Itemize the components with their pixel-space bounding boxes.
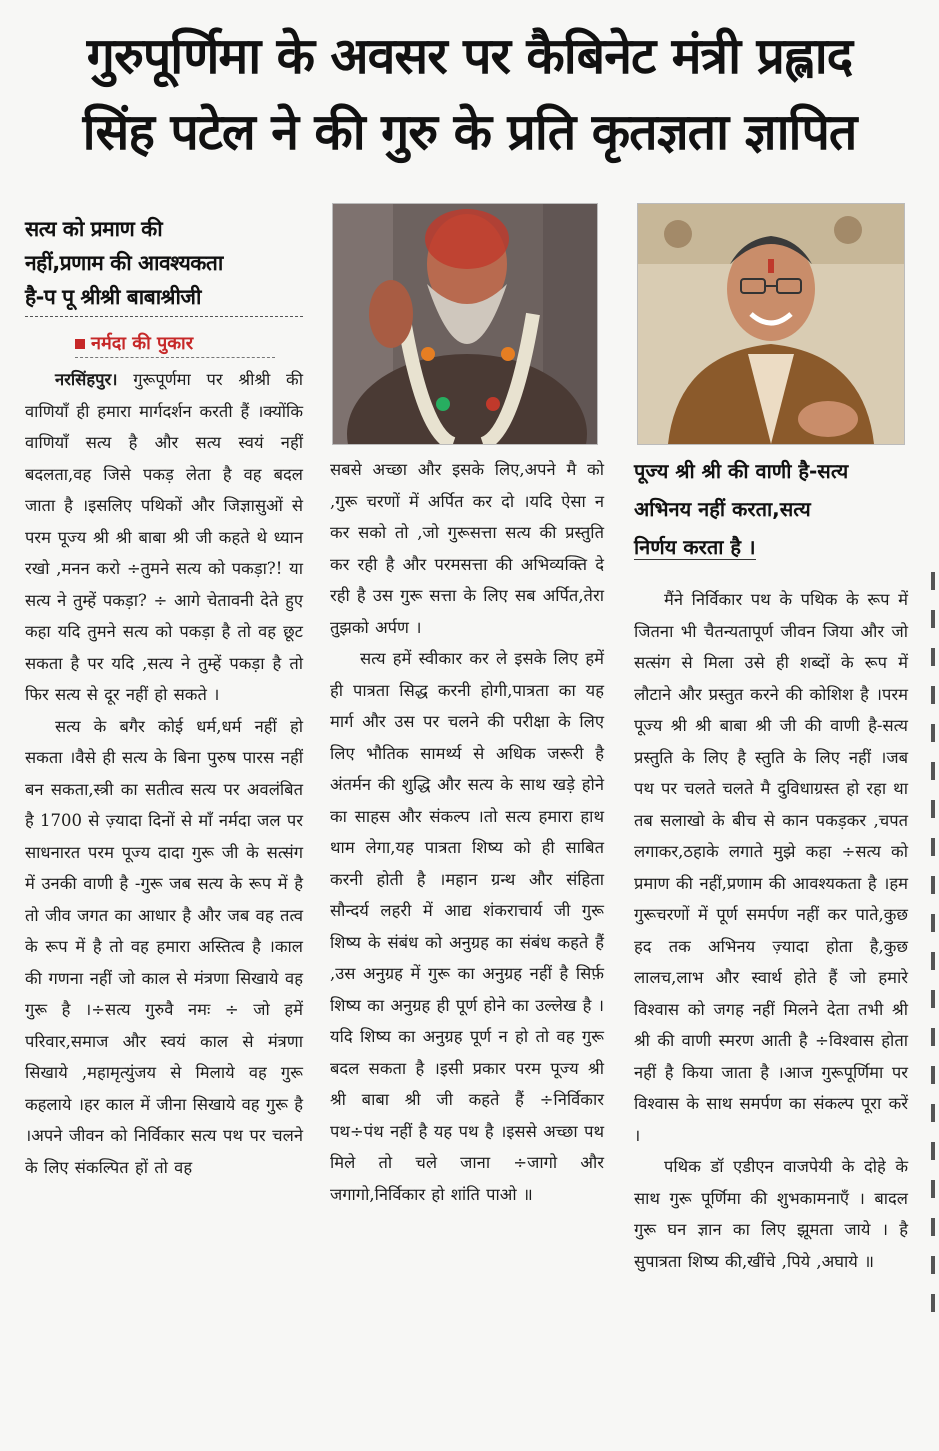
middle-column	[330, 454, 604, 1210]
right-column	[634, 584, 908, 1277]
right-subhead-line-3	[634, 528, 914, 566]
baba-photo	[332, 203, 598, 445]
minister-photo-illustration	[638, 204, 904, 444]
left-subhead-line-2: नहीं,प्रणाम की आवश्यकता	[25, 251, 223, 275]
left-paragraph-1-text: गुरूपूर्णमा पर श्रीश्री की वाणियाँ ही हमारा मार्गदर्शन करती हैं ।क्योंकि वाणियाँ सत्य है और सत्य स्वयं नहीं बदलता,वह जिसे पकड़ लेता है वह बदल जाता है ।इसलिए पथिकों और जिज्ञासुओं से परम पूज्य श्री श्री बाबा श्री जी कहते थे ध्यान रखो ,मनन करो ÷तुमने सत्य को पकड़ा?! या सत्य ने तुम्हें पकड़ा? ÷ आगे चेतावनी देते हुए कहा यदि तुमने सत्य को पकड़ा है तो वह छूट सकता है पर यदि ,सत्य ने तुम्हें पकड़ा है तो फिर सत्य से दूर नहीं हो सकते ।	[25, 370, 303, 704]
middle-body	[330, 454, 604, 1210]
right-subhead-line-3-text: निर्णय करता है ।	[634, 535, 756, 559]
right-body	[634, 584, 908, 1277]
middle-paragraph-1: सबसे अच्छा और इसके लिए,अपने मै को ,गुरू चरणों में अर्पित कर दो ।यदि ऐसा न कर सको तो ,जो गुरूसत्ता सत्य की प्रस्तुति कर रही है और परमसत्ता की अभिव्यक्ति दे रही है उस गुरू सत्ता के लिए सब अर्पित,तेरा तुझको अर्पण ।	[330, 460, 604, 637]
right-subhead	[634, 452, 914, 566]
byline-text: नर्मदा की पुकार	[91, 333, 194, 354]
minister-photo	[637, 203, 905, 445]
right-paragraph-2: पथिक डॉ एडीएन वाजपेयी के दोहे के साथ गुरू पूर्णिमा की शुभकामनाएँ । बादल गुरू घन ज्ञान का लिए झूमता जाये । है सुपात्रता शिष्य की,खींचे ,पिये ,अघाये ॥	[634, 1157, 908, 1271]
headline-line-1: गुरुपूर्णिमा के अवसर पर कैबिनेट मंत्री प्रह्लाद	[86, 27, 853, 85]
right-subhead-line-1: पूज्य श्री श्री की वाणी है-सत्य	[634, 459, 849, 483]
left-subhead-line-1: सत्य को प्रमाण की	[25, 217, 163, 241]
dateline-place: नरसिंहपुर।	[55, 370, 118, 389]
headline-line-2: सिंह पटेल ने की गुरु के प्रति कृतज्ञता ज्ञापित	[82, 103, 857, 161]
left-paragraph-1	[25, 364, 303, 711]
adjacent-column-edge	[929, 560, 937, 1440]
middle-paragraph-2: सत्य हमें स्वीकार कर ले इसके लिए हमें ही पात्रता सिद्ध करनी होगी,पात्रता का यह मार्ग और उस पर चलने की परीक्षा के लिए लिए भौतिक सामर्थ्य से अधिक जरूरी है अंतर्मन की शुद्धि और सत्य के साथ खड़े होने का साहस और संकल्प ।तो सत्य हमारा हाथ थाम लेगा,यह पात्रता शिष्य को ही साबित करनी होती है ।महान ग्रन्थ और संहिता सौन्दर्य लहरी में आद्य शंकराचार्य जी गुरू शिष्य के संबंध को अनुग्रह का संबंध कहते हैं ,उस अनुग्रह में गुरू का अनुग्रह नहीं है सिर्फ़ शिष्य का अनुग्रह ही पूर्ण होने का उल्लेख है ।यदि शिष्य का अनुग्रह पूर्ण न हो तो वह गुरू बदल सकता है ।इसी प्रकार परम पूज्य श्री श्री बाबा श्री जी कहते हैं ÷निर्विकार पथ÷पंथ नहीं है यह पथ है ।इससे अच्छा पथ मिले तो चले जाना ÷जागो और जगागो,निर्विकार हो शांति पाओ ॥	[330, 649, 604, 1204]
byline-square-icon	[75, 339, 85, 349]
right-paragraph-1: मैंने निर्विकार पथ के पथिक के रूप में जितना भी चैतन्यतापूर्ण जीवन जिया और जो सत्संग से मिला उसे ही शब्दों के रूप में लौटाने और प्रस्तुत करने की कोशिश है ।परम पूज्य श्री श्री बाबा श्री जी की वाणी है-सत्य प्रस्तुति के लिए है स्तुति के लिए नहीं ।जब पथ पर चलते चलते मै दुविधाग्रस्त हो रहा था तब सलाखो के बीच से कान पकड़कर ,चपत लगाकर,ठहाके लगाते मुझे कहा ÷सत्य को प्रमाण की नहीं,प्रणाम की आवश्यकता है ।हम गुरूचरणों में पूर्ण समर्पण नहीं कर पाते,कुछ हद तक अभिनय ज़्यादा होता है,कुछ लालच,लाभ और स्वार्थ होते हैं जो हमारे विश्वास को जगह नहीं मिलने देता तभी श्री श्री की वाणी स्मरण आती है ÷विश्वास होता नहीं है किया जाता है ।आज गुरूपूर्णिमा पर विश्वास के साथ समर्पण का संकल्प पूरा करें ।	[634, 590, 908, 1145]
left-paragraph-2: सत्य के बगैर कोई धर्म,धर्म नहीं हो सकता ।वैसे ही सत्य के बिना पुरुष पारस नहीं बन सकता,स्त्री का सतीत्व सत्य पर अवलंबित है 1700 से ज़्यादा दिनों से माँ नर्मदा जल पर साधनारत परम पूज्य दादा गुरू जी के सत्संग में उनकी वाणी है -गुरू जब सत्य के रूप में है तो जीव जगत का आधार है और जब वह तत्व के रूप में है तो वह हमारा अस्तित्व है ।काल की गणना नहीं जो काल से मंत्रणा सिखाये वह गुरू है ।÷सत्य गुरुवै नमः ÷ जो हमें परिवार,समाज और स्वयं काल से मंत्रणा सिखाये ,महामृत्युंजय से मिलाये वह गुरू कहलाये ।हर काल में जीना सिखाये वह गुरू है ।अपने जीवन को निर्विकार सत्य पथ पर चलने के लिए संकल्पित हों तो वह	[25, 716, 303, 1177]
headline	[0, 18, 939, 170]
baba-photo-illustration	[333, 204, 597, 444]
left-column	[25, 212, 303, 1183]
left-subhead-line-3: है-प पू श्रीश्री बाबाश्रीजी	[25, 280, 303, 317]
right-subhead-line-2: अभिनय नहीं करता,सत्य	[634, 497, 811, 521]
byline	[75, 331, 275, 358]
left-body	[25, 364, 303, 1183]
left-subhead	[25, 212, 303, 317]
